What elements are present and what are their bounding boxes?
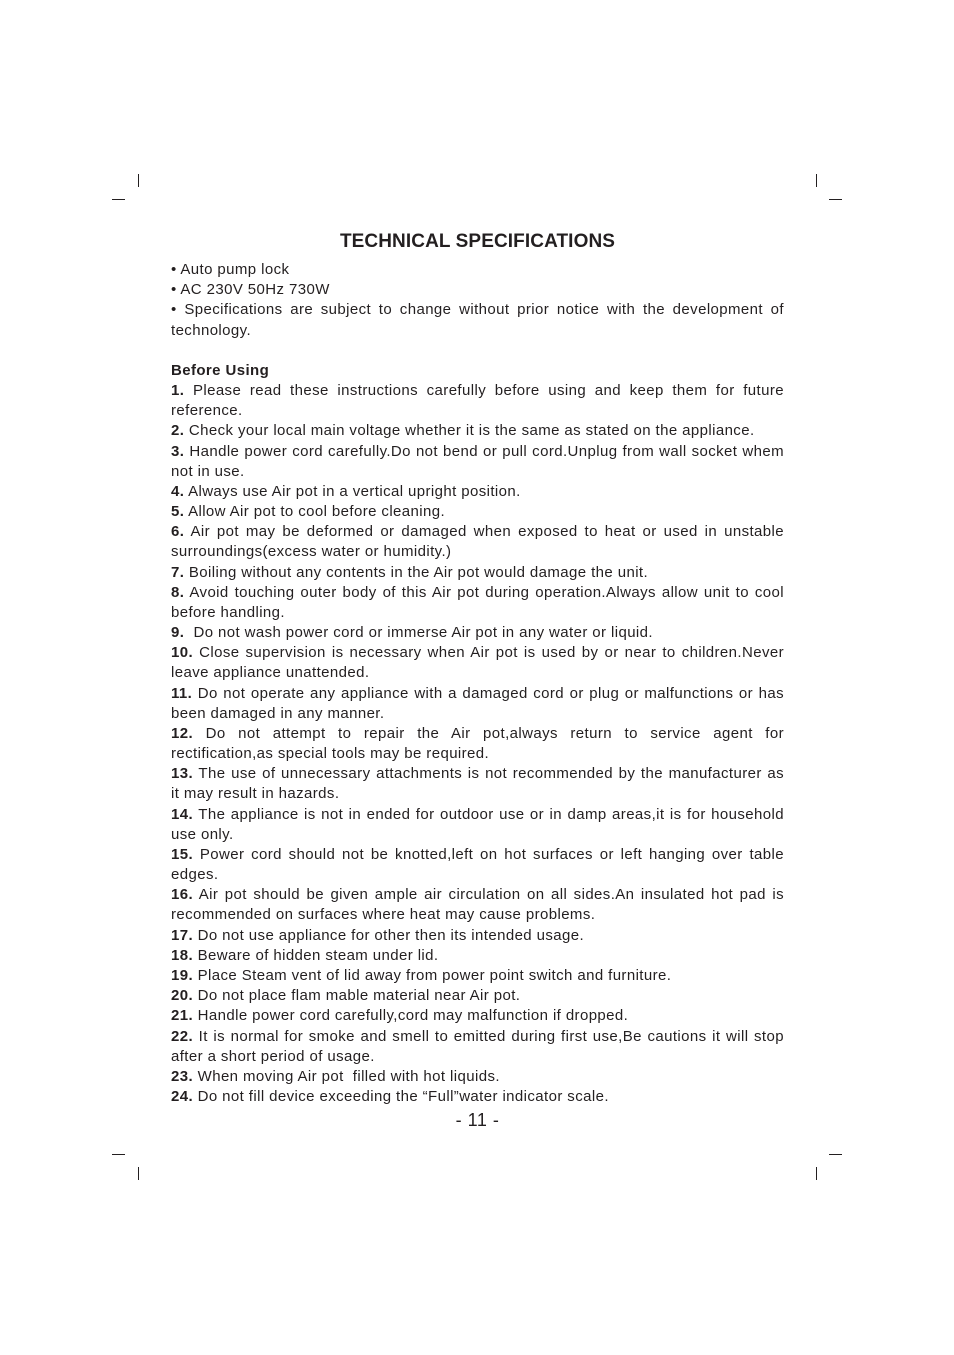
item-number: 15. (171, 845, 194, 863)
item-number: 24. (171, 1088, 194, 1106)
item-text: Close supervision is necessary when Air pot is used by or near to children.Never leave appliance unattended. (171, 644, 789, 682)
crop-mark-bottom-left-horizontal (112, 1154, 125, 1155)
item-number: 12. (171, 724, 194, 742)
item-number: 2. (171, 422, 185, 440)
item-text: Boiling without any contents in the Air pot would damage the unit. (188, 563, 649, 581)
spec-item (171, 280, 784, 300)
instruction-item (171, 442, 789, 482)
spec-text: Specifications are subject to change without prior notice with the development of technology. (171, 301, 789, 339)
item-text: Beware of hidden steam under lid. (197, 946, 439, 964)
spec-item (171, 260, 784, 280)
crop-mark-top-left-horizontal (112, 199, 125, 200)
instruction-item (171, 623, 784, 643)
spec-text: Auto pump lock (180, 261, 290, 278)
instruction-item (171, 1027, 789, 1067)
instruction-item (171, 946, 784, 966)
crop-mark-bottom-right-vertical (816, 1167, 817, 1180)
bullet-icon: • (171, 261, 177, 278)
instruction-item (171, 502, 784, 522)
instruction-item (171, 764, 789, 804)
instruction-item (171, 381, 789, 421)
item-text: It is normal for smoke and smell to emitted during first use,Be cautions it will stop after a short period of usage. (171, 1027, 789, 1065)
crop-mark-top-left-vertical (138, 174, 139, 187)
instruction-item (171, 724, 789, 764)
spec-item (171, 300, 789, 340)
instruction-item (171, 986, 784, 1006)
item-number: 13. (171, 765, 194, 783)
item-number: 22. (171, 1027, 194, 1045)
item-number: 17. (171, 926, 194, 944)
page-title: TECHNICAL SPECIFICATIONS (339, 231, 616, 252)
instruction-item (171, 1067, 784, 1087)
instruction-item (171, 845, 789, 885)
item-text: Do not place flam mable material near Air pot. (197, 987, 521, 1005)
item-text: When moving Air pot filled with hot liquids. (197, 1067, 500, 1085)
section-heading: Before Using (171, 361, 270, 379)
instructions-list (171, 381, 789, 1107)
item-text: Do not fill device exceeding the “Full”water indicator scale. (197, 1088, 609, 1106)
instruction-item (171, 522, 789, 562)
instruction-item (171, 482, 784, 502)
item-text: Check your local main voltage whether it is the same as stated on the appliance. (188, 422, 755, 440)
crop-mark-bottom-right-horizontal (829, 1154, 842, 1155)
item-number: 19. (171, 967, 194, 984)
crop-mark-top-right-horizontal (829, 199, 842, 200)
item-text: Handle power cord carefully,cord may malfunction if dropped. (197, 1007, 629, 1025)
item-text: Always use Air pot in a vertical upright position. (188, 482, 521, 500)
crop-mark-bottom-left-vertical (138, 1167, 139, 1180)
item-number: 5. (171, 503, 185, 521)
spec-text: AC 230V 50Hz 730W (180, 281, 330, 299)
item-number: 16. (171, 886, 194, 904)
item-number: 20. (171, 987, 194, 1005)
item-number: 1. (171, 382, 185, 400)
bullet-icon: • (171, 281, 177, 299)
item-text: Power cord should not be knotted,left on hot surfaces or left hanging over table edges. (171, 845, 789, 884)
item-number: 7. (171, 563, 185, 581)
item-text: Air pot should be given ample air circulation on all sides.An insulated hot pad is recommended on surfaces where heat may cause problems. (171, 886, 789, 924)
bullet-icon: • (171, 301, 177, 319)
instruction-item (171, 1087, 784, 1107)
item-number: 3. (171, 442, 185, 460)
item-text: Air pot may be deformed or damaged when exposed to heat or used in unstable surroundings(excess water or humidity.) (171, 523, 789, 561)
instruction-item (171, 885, 789, 925)
item-text: Place Steam vent of lid away from power point switch and furniture. (197, 967, 672, 984)
page-number: - 11 - (455, 1110, 500, 1131)
instruction-item (171, 563, 784, 583)
instruction-item (171, 1006, 784, 1026)
instruction-item (171, 643, 789, 683)
item-number: 21. (171, 1007, 194, 1025)
item-number: 14. (171, 805, 194, 823)
instruction-item (171, 966, 784, 986)
item-number: 8. (171, 583, 185, 601)
instruction-item (171, 926, 784, 946)
page-content (171, 260, 789, 1131)
item-text: Do not wash power cord or immerse Air pot in any water or liquid. (188, 624, 653, 642)
item-number: 18. (171, 946, 194, 964)
instruction-item (171, 805, 789, 845)
instruction-item (171, 583, 789, 623)
item-text: The appliance is not in ended for outdoor use or in damp areas,it is for household use only. (171, 805, 789, 843)
item-text: Do not use appliance for other then its intended usage. (197, 926, 585, 944)
item-text: Do not attempt to repair the Air pot,always return to service agent for rectification,as special tools may be required. (171, 724, 789, 763)
item-number: 6. (171, 523, 185, 541)
item-text: Do not operate any appliance with a damaged cord or plug or malfunctions or has been damaged in any manner. (171, 684, 789, 722)
item-text: Avoid touching outer body of this Air pot during operation.Always allow unit to cool before handling. (171, 583, 789, 621)
instruction-item (171, 684, 789, 724)
specifications-list (171, 260, 789, 341)
item-text: Please read these instructions carefully before using and keep them for future reference. (171, 382, 789, 420)
item-text: The use of unnecessary attachments is not recommended by the manufacturer as it may result in hazards. (171, 765, 789, 803)
crop-mark-top-right-vertical (816, 174, 817, 187)
instruction-item (171, 421, 784, 441)
item-number: 10. (171, 644, 194, 662)
item-text: Handle power cord carefully.Do not bend or pull cord.Unplug from wall socket whem not in use. (171, 442, 789, 480)
item-number: 11. (171, 684, 193, 702)
item-number: 9. (171, 624, 185, 642)
item-text: Allow Air pot to cool before cleaning. (188, 503, 446, 521)
item-number: 4. (171, 482, 185, 500)
item-number: 23. (171, 1067, 194, 1085)
